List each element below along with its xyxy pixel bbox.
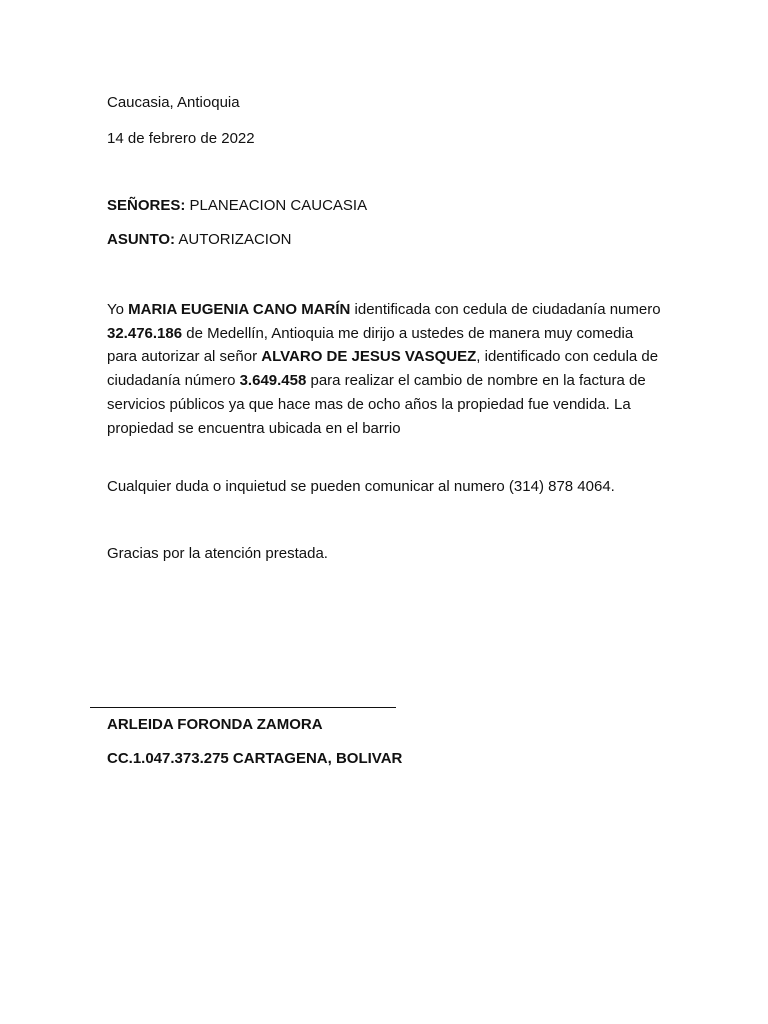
date: 14 de febrero de 2022 xyxy=(107,130,255,147)
authorized-id: 3.649.458 xyxy=(239,372,307,390)
body-text-2: de Medellín, Antioquia me dirijo a ustedes de manera muy comedia para autorizar al señor xyxy=(107,324,634,366)
body-text-4: para realizar el cambio de nombre en la factura de servicios públicos ya que hace mas de ocho años la propiedad fue vendida. La propiedad se encuentra ubicada en el barrio xyxy=(107,372,646,437)
place: Caucasia, Antioquia xyxy=(107,94,240,111)
body-intro: Yo xyxy=(107,301,129,318)
thanks-paragraph: Gracias por la atención prestada. xyxy=(107,545,328,562)
contact-paragraph: Cualquier duda o inquietud se pueden comunicar al numero (314) 878 4064. xyxy=(107,478,615,495)
recipient-value: PLANEACION CAUCASIA xyxy=(189,197,368,214)
subject-label: ASUNTO: xyxy=(107,231,176,248)
body-text-3: , identificado con cedula de ciudadanía número xyxy=(107,348,659,390)
subject-value: AUTORIZACION xyxy=(178,231,292,248)
signature-line xyxy=(90,707,396,708)
body-text-1: identificada con cedula de ciudadanía numero xyxy=(350,301,661,318)
recipient xyxy=(107,196,367,216)
recipient-label: SEÑORES: xyxy=(107,197,186,214)
signer-id: CC.1.047.373.275 CARTAGENA, BOLIVAR xyxy=(107,750,403,767)
subject xyxy=(107,230,291,250)
letter-body xyxy=(107,298,667,440)
grantor-name: MARIA EUGENIA CANO MARÍN xyxy=(128,301,351,318)
authorization-paragraph xyxy=(107,298,667,440)
authorized-name: ALVARO DE JESUS VASQUEZ xyxy=(261,348,477,366)
grantor-id: 32.476.186 xyxy=(107,324,183,342)
signer-name: ARLEIDA FORONDA ZAMORA xyxy=(107,716,323,733)
